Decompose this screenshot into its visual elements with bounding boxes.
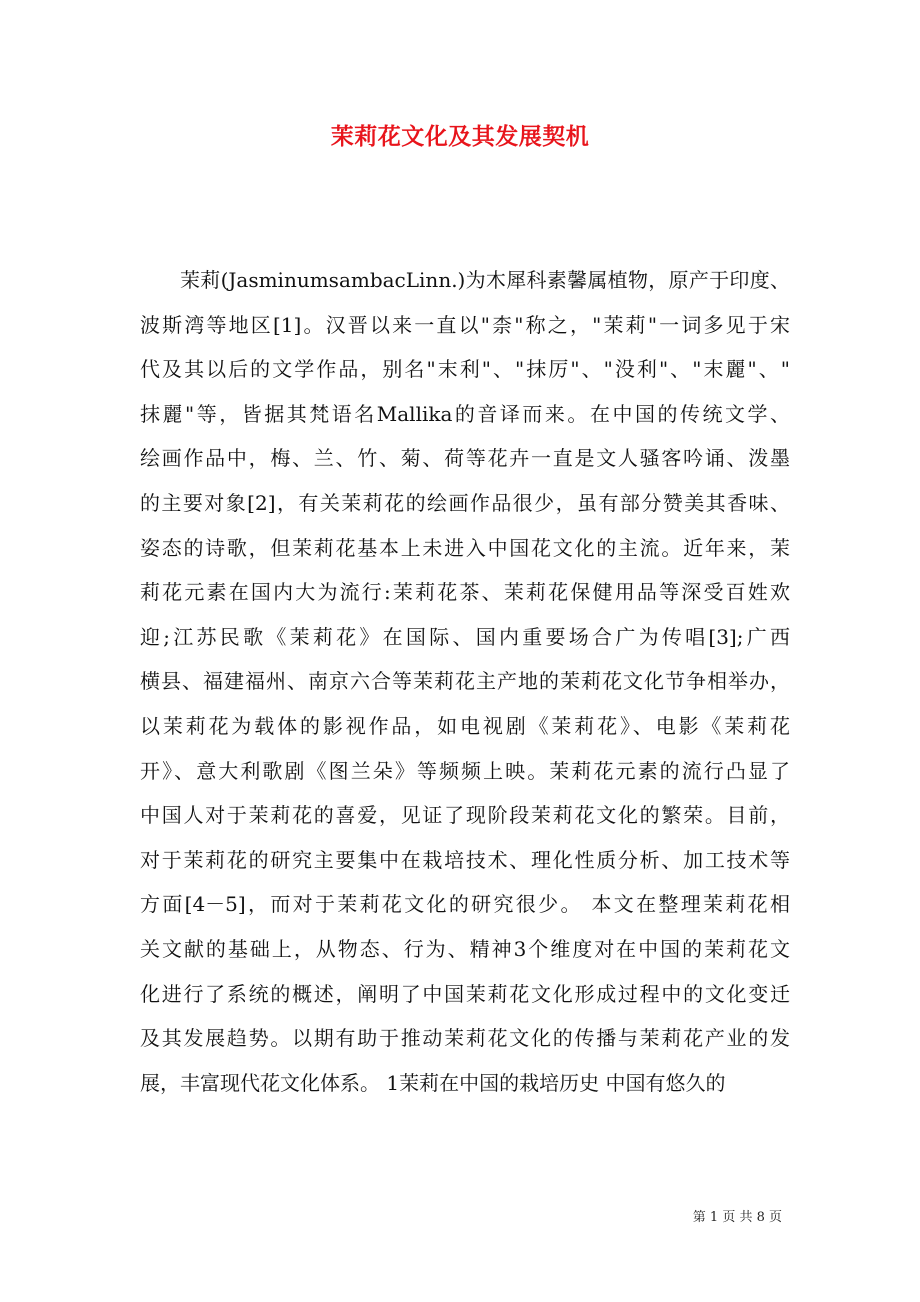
- text-line: 抹麗"等，皆据其梵语名Mallika的音译而来。在中国的传统文学、: [140, 401, 790, 426]
- text-line: 迎;江苏民歌《茉莉花》在国际、国内重要场合广为传唱[3];广西: [140, 624, 790, 649]
- text-line: 展，丰富现代花文化体系。 1茉莉在中国的栽培历史 中国有悠久的: [140, 1070, 726, 1095]
- text-line: 茉莉(JasminumsambacLinn.)为木犀科素馨属植物，原产于印度、: [180, 268, 790, 292]
- text-line: 对于茉莉花的研究主要集中在栽培技术、理化性质分析、加工技术等: [140, 847, 790, 872]
- page-title: 茉莉花文化及其发展契机: [330, 123, 590, 150]
- text-line: 中国人对于茉莉花的喜爱，见证了现阶段茉莉花文化的繁荣。目前，: [140, 803, 790, 828]
- text-line: 关文献的基础上，从物态、行为、精神3个维度对在中国的茉莉花文: [140, 936, 790, 961]
- text-line: 开》、意大利歌剧《图兰朵》等频频上映。茉莉花元素的流行凸显了: [140, 758, 790, 783]
- text-line: 及其发展趋势。以期有助于推动茉莉花文化的传播与茉莉花产业的发: [140, 1026, 790, 1051]
- text-line: 以茉莉花为载体的影视作品，如电视剧《茉莉花》、电影《茉莉花: [140, 713, 790, 738]
- text-line: 方面[4－5]，而对于茉莉花文化的研究很少。 本文在整理茉莉花相: [140, 892, 790, 917]
- page-number-footer: 第 1 页 共 8 页: [692, 1210, 782, 1225]
- text-line: 的主要对象[2]，有关茉莉花的绘画作品很少，虽有部分赞美其香味、: [140, 490, 790, 515]
- text-line: 化进行了系统的概述，阐明了中国茉莉花文化形成过程中的文化变迁: [140, 981, 790, 1006]
- text-line: 波斯湾等地区[1]。汉晋以来一直以"柰"称之，"茉莉"一词多见于宋: [140, 312, 790, 337]
- body-paragraph: [140, 258, 790, 1105]
- text-line: 代及其以后的文学作品，别名"末利"、"抹厉"、"没利"、"末麗"、": [140, 357, 790, 382]
- text-line: 姿态的诗歌，但茉莉花基本上未进入中国花文化的主流。近年来，茉: [140, 535, 790, 560]
- text-line: 绘画作品中，梅、兰、竹、菊、荷等花卉一直是文人骚客吟诵、泼墨: [140, 446, 790, 471]
- text-line: 横县、福建福州、南京六合等茉莉花主产地的茉莉花文化节争相举办，: [140, 669, 790, 694]
- text-line: 莉花元素在国内大为流行:茉莉花茶、茉莉花保健用品等深受百姓欢: [140, 580, 790, 605]
